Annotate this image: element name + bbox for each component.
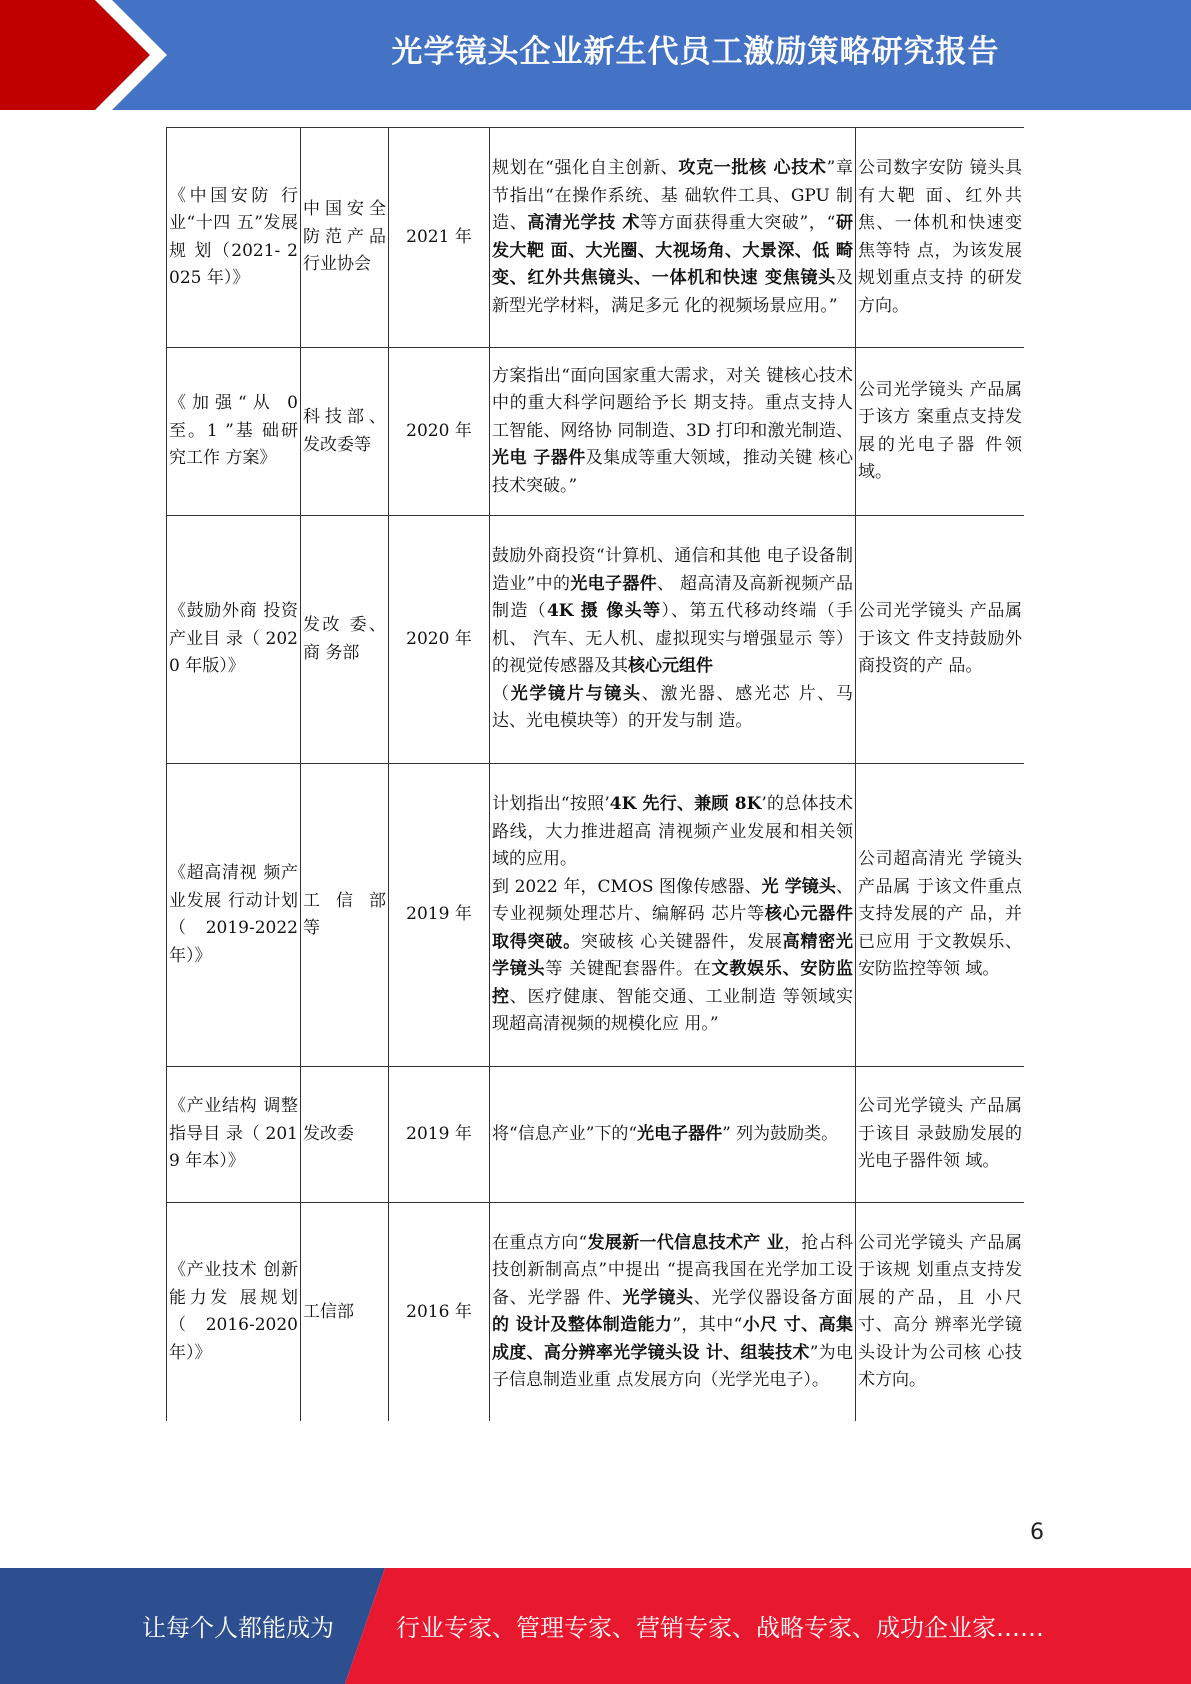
content-text-run: 、医疗健康、智能交通、工业制造 等领域实现超高清视频的规模化应 用。” — [492, 986, 853, 1035]
policy-title-cell: 《产业结构 调整指导目 录（ 2019 年本）》 — [167, 1067, 301, 1203]
policy-table-wrapper — [166, 127, 1024, 1421]
content-bold-run: 光电子器件 — [570, 573, 657, 594]
issuer-cell: 工信部 — [301, 1203, 389, 1422]
content-bold-run: 4K 摄 像头等 — [546, 601, 662, 622]
content-text-run: 鼓励外商投资“计算机、通信和其他 电子设备制造业”中的 — [492, 546, 853, 594]
content-text-run: 等方面获得重大突破”，“ — [640, 213, 836, 233]
footer-slogan-left: 让每个人都能成为 — [142, 1614, 334, 1642]
content-text-run: 将“信息产业”下的“ — [492, 1123, 638, 1144]
relevance-cell: 公司光学镜头 产品属于该规 划重点支持发 展的产品，且 小尺寸、高分 辨率光学镜头设计为公司核 心技术方向。 — [856, 1203, 1025, 1422]
content-text-run: 及新型光学材料，满足多元 化的视频场景应用。” — [492, 268, 853, 316]
content-bold-run: 发展新一代信息技术产 业 — [587, 1232, 785, 1253]
policy-content-cell — [490, 1067, 856, 1203]
issuer-cell: 发改 委、商 务部 — [301, 516, 389, 764]
table-row — [167, 1203, 1025, 1422]
content-bold-run: 小尺 寸、高集成度、高分辨率光学镜头设 计、组装技术 — [492, 1315, 854, 1363]
relevance-cell: 公司光学镜头 产品属于该方 案重点支持发 展的光电子器 件领域。 — [856, 348, 1025, 516]
table-row — [167, 764, 1025, 1067]
issuer-cell: 工 信 部 等 — [301, 764, 389, 1067]
policy-title-cell: 《超高清视 频产业发展 行动计划（ 2019-2022 年）》 — [167, 764, 301, 1067]
content-text-run: 到 2022 年，CMOS 图像传感器、 — [492, 876, 762, 897]
content-bold-run: 4K 先行、兼顾 8K — [609, 794, 762, 815]
content-bold-run: 高精密光学镜头 — [492, 931, 854, 980]
relevance-cell: 公司光学镜头 产品属于该目 录鼓励发展的 光电子器件领 域。 — [856, 1067, 1025, 1203]
policy-content-cell — [490, 128, 856, 348]
policy-content-cell — [490, 348, 856, 516]
content-bold-run: 文教娱乐、安防监 控 — [492, 959, 854, 1007]
content-text-run: 、激光器、感光芯 片、马达、光电模块等）的开发与制 造。 — [492, 683, 854, 732]
policy-title-cell: 《鼓励外商 投资产业目 录（ 2020 年版）》 — [167, 516, 301, 764]
page-footer — [0, 1568, 1191, 1684]
content-bold-run: 攻克一批核 心技术 — [678, 158, 827, 178]
footer-slogan-right: 行业专家、管理专家、营销专家、战略专家、成功企业家…… — [396, 1614, 1044, 1642]
year-cell: 2020 年 — [389, 516, 490, 764]
content-text-run: 规划在“强化自主创新、 — [492, 158, 679, 178]
content-text-run: ”为电子信息制造业重 点发展方向（光学光电子）。 — [492, 1342, 853, 1391]
report-title: 光学镜头企业新生代员工激励策略研究报告 — [391, 34, 1000, 70]
policy-title-cell: 《加强“从 0 至。1 ”基 础研究工作 方案》 — [167, 348, 301, 516]
content-text-run: ）、第五代移动终端（手机、 汽车、无人机、虚拟现实与增强显示 等）的视觉传感器及其 — [492, 601, 854, 677]
policy-title-cell: 《产业技术 创新能力发 展规划（2016-2020 年）》 — [167, 1203, 301, 1422]
table-row — [167, 348, 1025, 516]
content-text-run: 突破核 心关键器件，发展 — [580, 931, 783, 952]
table-row — [167, 128, 1025, 348]
content-bold-run: 光电子器件 — [637, 1123, 723, 1144]
content-text-run: 及集成等重大领域，推动关键 核心技术突破。” — [492, 448, 853, 496]
issuer-cell: 中国安全防范产品行业协会 — [301, 128, 389, 348]
content-text-run: ”，其中“ — [672, 1315, 743, 1336]
year-cell: 2021 年 — [389, 128, 490, 348]
policy-content-cell — [490, 516, 856, 764]
content-bold-run: 光电 子器件 — [492, 448, 586, 469]
issuer-cell: 发改委 — [301, 1067, 389, 1203]
content-bold-run: 研发大靶 面、大光圈、大视场角、大景深、低 畸变、红外共焦镜头、一体机和快速 变焦镜头 — [492, 213, 854, 288]
content-bold-run: 核心元器件取得突破。 — [492, 904, 854, 952]
year-cell: 2019 年 — [389, 764, 490, 1067]
content-text-run: 、专业视频处理芯片、编解码 芯片等 — [492, 876, 853, 925]
policy-content-cell — [490, 764, 856, 1067]
relevance-cell: 公司光学镜头 产品属于该文 件支持鼓励外 商投资的产 品。 — [856, 516, 1025, 764]
content-bold-run: 光学镜头 — [622, 1287, 694, 1308]
content-text-run: （ — [492, 683, 511, 704]
content-text-run: ”章节指出“在操作系统、基 础软件工具、GPU 制造、 — [492, 158, 853, 233]
issuer-cell: 科技部、发改委等 — [301, 348, 389, 516]
page-header — [0, 0, 1191, 110]
content-text-run: 方案指出“面向国家重大需求，对关 键核心技术中的重大科学问题给予长 期支持。重点支持人工智能、网络协 同制造、3D 打印和激光制造、 — [492, 365, 853, 441]
year-cell: 2019 年 — [389, 1067, 490, 1203]
content-text-run: ，抢占科技创新制高点”中提出 “提高我国在光学加工设备、光学器 件、 — [492, 1232, 854, 1308]
content-text-run: 在重点方向“ — [492, 1232, 588, 1253]
content-bold-run: 的 设计及整体制造能力 — [492, 1315, 673, 1336]
content-bold-run: 光学镜片与镜头 — [510, 683, 642, 704]
content-text-run: ” 列为鼓励类。 — [722, 1123, 839, 1144]
page-number: 6 — [1030, 1520, 1044, 1545]
content-text-run: 、光学仪器设备方面 — [693, 1287, 854, 1308]
relevance-cell: 公司数字安防 镜头具有大靶 面、红外共 焦、一体机和快速变焦等特 点，为该发展 规划重点支持 的研发方向。 — [856, 128, 1025, 348]
policy-table — [166, 127, 1024, 1421]
content-text-run: ’的总体技术路线，大力推进超高 清视频产业发展和相关领域的应用。 — [492, 794, 853, 870]
content-text-run: 、 超高清及高新视频产品制造（ — [492, 573, 853, 622]
relevance-cell: 公司超高清光 学镜头产品属 于该文件重点 支持发展的产 品，并已应用 于文教娱乐、安防监控等领 域。 — [856, 764, 1025, 1067]
policy-title-cell: 《中国安防 行业“十四 五”发展规 划（2021- 2025 年）》 — [167, 128, 301, 348]
year-cell: 2020 年 — [389, 348, 490, 516]
policy-content-cell — [490, 1203, 856, 1422]
content-bold-run: 高清光学技 术 — [527, 213, 641, 233]
content-bold-run: 光 学镜头 — [761, 876, 836, 897]
table-row — [167, 516, 1025, 764]
content-bold-run: 核心元组件 — [628, 656, 713, 677]
content-text-run: 等 关键配套器件。在 — [545, 959, 712, 980]
content-text-run: 计划指出“按照’ — [492, 794, 610, 815]
table-row — [167, 1067, 1025, 1203]
year-cell: 2016 年 — [389, 1203, 490, 1422]
